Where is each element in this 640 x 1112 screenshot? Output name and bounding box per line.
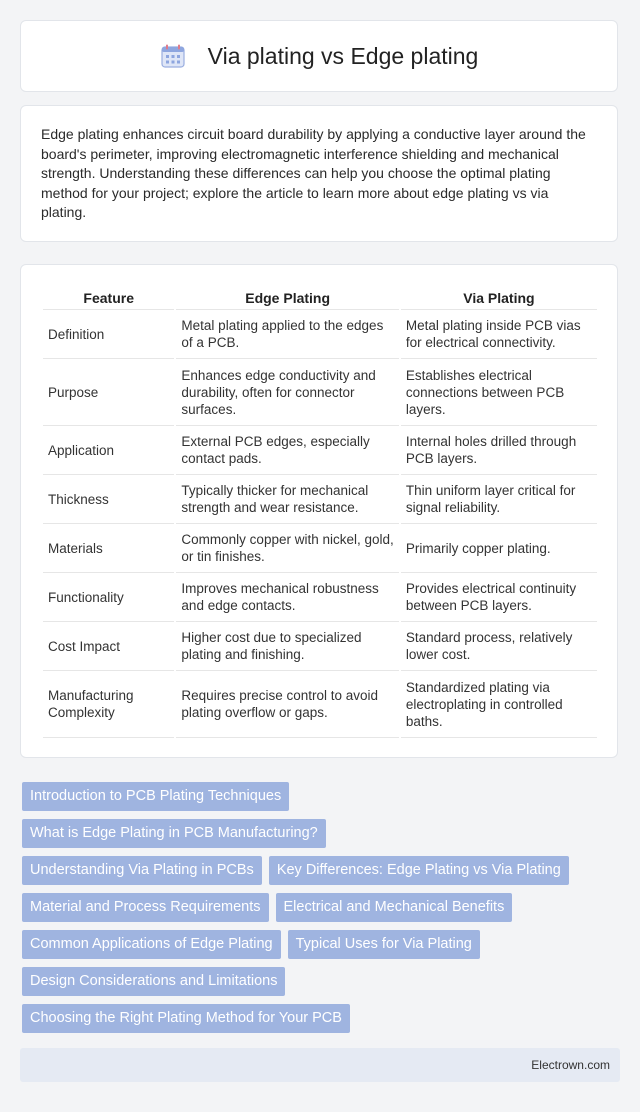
comparison-table	[41, 285, 599, 738]
table-row	[43, 524, 597, 573]
topic-links	[22, 782, 622, 1041]
table-row	[43, 622, 597, 671]
table-row	[43, 671, 597, 738]
via-cell: Primarily copper plating.	[401, 524, 597, 573]
edge-cell: Requires precise control to avoid plating overflow or gaps.	[176, 671, 398, 738]
edge-cell: Enhances edge conductivity and durability, often for connector surfaces.	[176, 359, 398, 426]
page-title: Via plating vs Edge plating	[207, 42, 479, 69]
topic-link[interactable]: Key Differences: Edge Plating vs Via Plating	[269, 856, 569, 885]
topic-link[interactable]: Typical Uses for Via Plating	[288, 930, 480, 959]
feature-cell: Thickness	[43, 475, 174, 524]
table-row	[43, 359, 597, 426]
feature-cell: Definition	[43, 310, 174, 359]
feature-cell: Purpose	[43, 359, 174, 426]
via-cell: Standardized plating via electroplating in controlled baths.	[401, 671, 597, 738]
topic-link[interactable]: Electrical and Mechanical Benefits	[276, 893, 513, 922]
edge-cell: Metal plating applied to the edges of a PCB.	[176, 310, 398, 359]
topic-link[interactable]: Design Considerations and Limitations	[22, 967, 285, 996]
header-edge-plating: Edge Plating	[176, 285, 398, 310]
topic-link[interactable]: Introduction to PCB Plating Techniques	[22, 782, 289, 811]
edge-cell: External PCB edges, especially contact pads.	[176, 426, 398, 475]
via-cell: Internal holes drilled through PCB layers.	[401, 426, 597, 475]
topic-link[interactable]: Common Applications of Edge Plating	[22, 930, 281, 959]
edge-cell: Improves mechanical robustness and edge contacts.	[176, 573, 398, 622]
table-header-row	[43, 285, 597, 310]
topic-link[interactable]: Material and Process Requirements	[22, 893, 269, 922]
topic-link[interactable]: Understanding Via Plating in PCBs	[22, 856, 262, 885]
edge-cell: Higher cost due to specialized plating and finishing.	[176, 622, 398, 671]
via-cell: Provides electrical continuity between PCB layers.	[401, 573, 597, 622]
intro-card	[20, 105, 618, 242]
table-row	[43, 475, 597, 524]
feature-cell: Cost Impact	[43, 622, 174, 671]
edge-cell: Commonly copper with nickel, gold, or tin finishes.	[176, 524, 398, 573]
footer-site-link[interactable]: Electrown.com	[531, 1058, 610, 1072]
via-cell: Metal plating inside PCB vias for electrical connectivity.	[401, 310, 597, 359]
header-via-plating: Via Plating	[401, 285, 597, 310]
comparison-card	[20, 264, 618, 758]
via-cell: Thin uniform layer critical for signal reliability.	[401, 475, 597, 524]
intro-text: Edge plating enhances circuit board durability by applying a conductive layer around the board's perimeter, improving electromagnetic interference shielding and mechanical strength. Understanding these differences can help you choose the optimal plating method for your project; explore the article to learn more about edge plating vs via plating.	[41, 126, 586, 220]
feature-cell: Application	[43, 426, 174, 475]
footer	[20, 1048, 620, 1082]
topic-link[interactable]: Choosing the Right Plating Method for Your PCB	[22, 1004, 350, 1033]
calendar-icon	[160, 43, 186, 69]
table-row	[43, 573, 597, 622]
topic-link[interactable]: What is Edge Plating in PCB Manufacturing?	[22, 819, 326, 848]
via-cell: Standard process, relatively lower cost.	[401, 622, 597, 671]
edge-cell: Typically thicker for mechanical strength and wear resistance.	[176, 475, 398, 524]
page-header	[20, 20, 618, 92]
via-cell: Establishes electrical connections between PCB layers.	[401, 359, 597, 426]
feature-cell: Functionality	[43, 573, 174, 622]
table-row	[43, 426, 597, 475]
feature-cell: Manufacturing Complexity	[43, 671, 174, 738]
feature-cell: Materials	[43, 524, 174, 573]
table-row	[43, 310, 597, 359]
header-feature: Feature	[43, 285, 174, 310]
